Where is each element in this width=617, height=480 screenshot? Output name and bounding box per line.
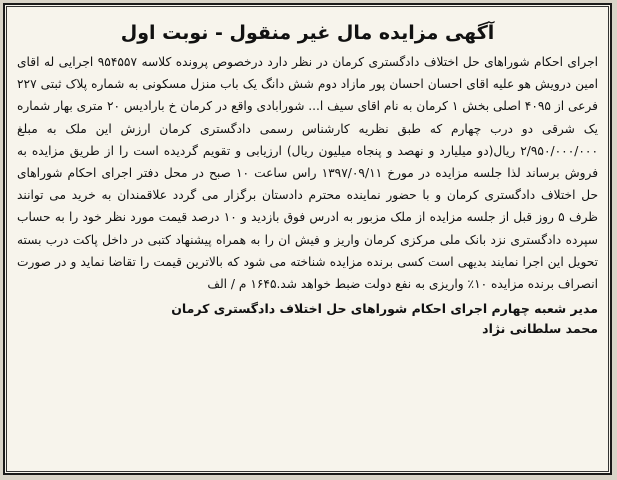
signature-title: مدیر شعبه چهارم اجرای احکام شوراهای حل اختلاف دادگستری کرمان bbox=[171, 301, 598, 317]
notice-title: آگهی مزایده مال غیر منقول - نوبت اول bbox=[120, 22, 495, 44]
notice-body: اجرای احکام شوراهای حل اختلاف دادگستری کرمان در نظر دارد درخصوص پرونده کلاسه ۹۵۴۵۵۷ اجرایی له اقای امین درویش هو علیه اقای احسان احسان پور مازاد دوم شش دانگ یک باب منزل مسکونی به شماره پلاک ثبتی ۲۲۷ فرعی از ۴۰۹۵ اصلی بخش ۱ کرمان به نام اقای سیف ا... شورابادی واقع در کرمان خ باراديس ۲۰ متری بهار شماره یک شرقی دو درب چهارم که طبق نظریه کارشناس رسمی دادگستری کرمان ارزش این ملک به مبلغ ۲/۹۵۰/۰۰۰/۰۰۰ ریال(دو میلیارد و نهصد و پنجاه میلیون ریال) ارزیابی و تقویم گردیده است را از طریق مزایده به فروش برساند لذا جلسه مزایده در مورخ ۱۳۹۷/۰۹/۱۱ راس ساعت ۱۰ صبح در محل دفتر اجرای احکام شوراهای حل اختلاف دادگستری کرمان و با حضور نماینده محترم دادستان برگزار می گردد علاقمندان به خرید می توانند ظرف ۵ روز قبل از جلسه مزایده از ملک مزبور به ادرس فوق بازدید و ۱۰ درصد قیمت مورد نظر خود را به حساب سپرده دادگستری نزد بانک ملی مرکزی کرمان واریز و فیش ان را به همراه پیشنهاد کتبی در داخل پاکت درب بسته تحویل این اجرا نمایند بدیهی است کسی برنده مزایده شناخته می شود که بالاترین قیمت را تقاضا نماید و در صورت انصراف برنده مزایده ۱۰٪ واریزی به نفع دولت ضبط خواهد شد.۱۶۴۵ م / الف bbox=[17, 55, 599, 292]
signature-name: محمد سلطانی نژاد bbox=[482, 321, 598, 337]
newspaper-notice bbox=[3, 3, 612, 475]
signature-block bbox=[17, 299, 598, 339]
